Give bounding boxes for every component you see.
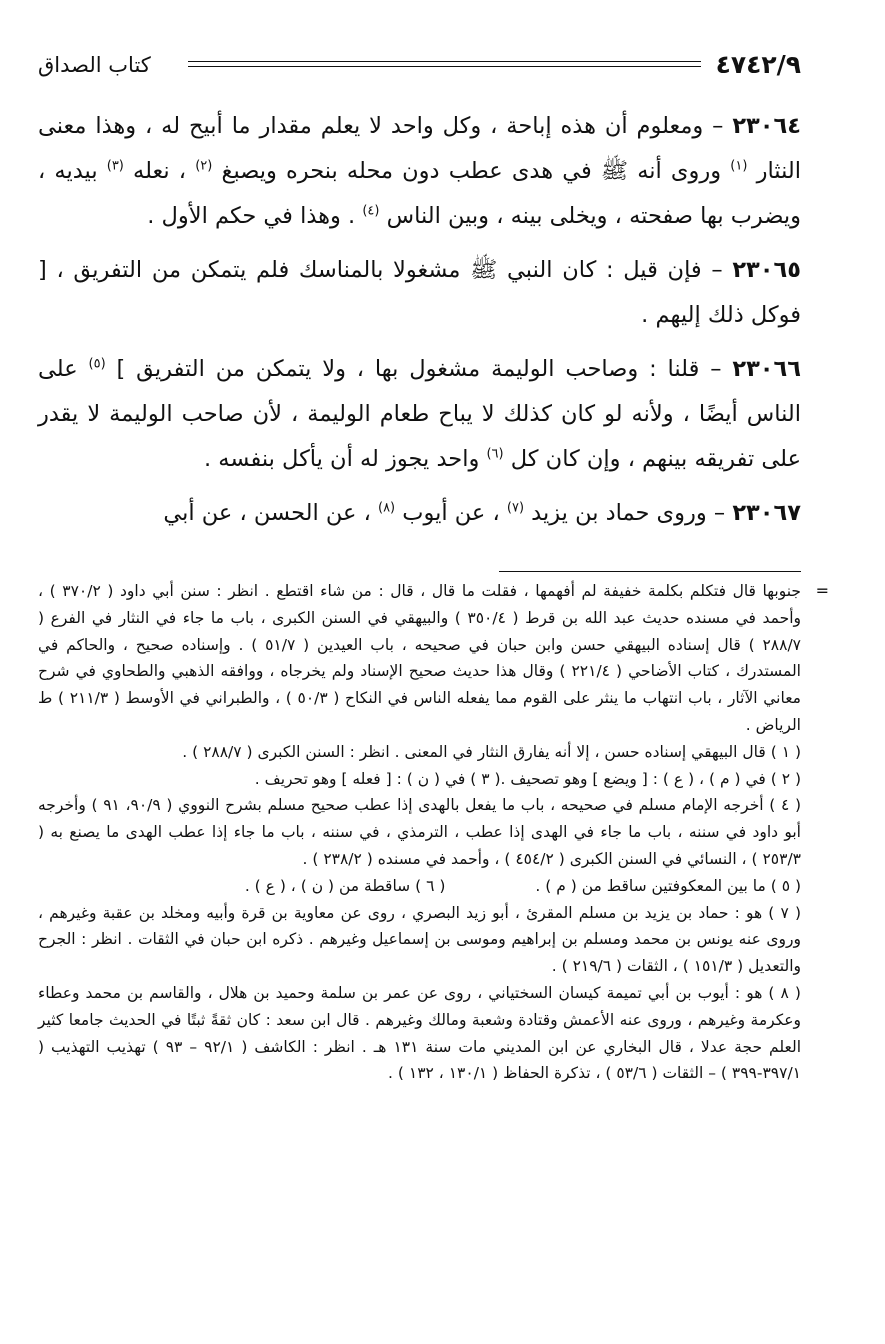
text-run: ، عن أيوب: [395, 500, 507, 526]
page-number: ٤٧٤٢/٩: [715, 50, 801, 79]
footnote-ref: (٦): [486, 446, 504, 462]
footnote-separator: [499, 571, 801, 572]
footnote-ref: (٤): [362, 203, 380, 219]
footnote-ref: (٨): [377, 500, 396, 516]
footnote-ref: (٥): [88, 356, 106, 372]
footnote-ref: (٣): [106, 158, 124, 174]
footnote-row-5-6: [38, 873, 801, 900]
paragraph-23065: [38, 248, 801, 338]
footnote-8: ( ٨ ) هو : أيوب بن أبي تميمة كيسان السختياني ، روى عن عمر بن سلمة وحميد بن هلال ، والقاسم بن محمد وعطاء وعكرمة وغيرهم ، وروى عنه الأعمش وقتادة وشعبة ومالك وغيرهم . قال ابن سعد : كان ثقةً ثبتًا في الحديث جامعا كثير العلم حجة عدلا ، قال البخاري عن ابن المديني مات سنة ١٣١ هـ . انظر : الكاشف ( ٩٢/١ – ٩٣ ) تهذيب التهذيب ( ٣٩٧/١-٣٩٩ ) – الثقات ( ٥٣/٦ ) ، تذكرة الحفاظ ( ١٣٠/١ ، ١٣٢ ) .: [38, 983, 801, 1083]
text-run: . وهذا في حكم الأول .: [147, 203, 363, 229]
footnote-ref: (١): [730, 158, 748, 174]
footnote-ref: (٧): [506, 500, 525, 516]
issue-number: ٢٣٠٦٤: [732, 113, 801, 139]
paragraph-23064: [38, 104, 801, 239]
book-title: كتاب الصداق: [38, 53, 151, 77]
text-run: وروى أنه ﷺ في هدى عطب دون محله بنحره ويصبغ: [212, 158, 731, 184]
text-run: واحد يجوز له أن يأكل بنفسه .: [204, 446, 487, 472]
footnote-continuation: [38, 578, 829, 739]
issue-number: ٢٣٠٦٥: [732, 257, 801, 283]
issue-number: ٢٣٠٦٧: [732, 500, 801, 526]
issue-number: ٢٣٠٦٦: [732, 356, 802, 382]
text-run: – فإن قيل : كان النبي ﷺ مشغولا بالمناسك فلم يتمكن من التفريق ، [ فوكل ذلك إليهم .: [38, 257, 801, 328]
footnote-1: ( ١ ) قال البيهقي إسناده حسن ، إلا أنه يفارق النثار في المعنى . انظر : السنن الكبرى ( ٢٨٨/٧ ) .: [182, 742, 801, 761]
text-run: على الناس أيضًا ، ولأنه لو كان كذلك لا يباح طعام الوليمة ، لأن صاحب الوليمة لا يقدر على تفريقه بينهم ، وإن كان كل: [38, 356, 801, 472]
text-run: – ومعلوم أن هذه إباحة ، وكل واحد لا يعلم مقدار ما أبيح له ، وهذا معنى النثار: [38, 113, 801, 184]
footnote-5: ( ٥ ) ما بين المعكوفتين ساقط من ( م ) .: [535, 876, 801, 895]
footnotes: [38, 578, 829, 1087]
text-run: – قلنا : وصاحب الوليمة مشغول بها ، ولا يتمكن من التفريق ]: [105, 356, 733, 382]
text-run: بيديه ، ويضرب بها صفحته ، ويخلى بينه ، وبين الناس: [38, 158, 801, 229]
footnote-text: جنوبها قال فتكلم بكلمة خفيفة لم أفهمها ، فقلت ما قال ، قال : من شاء اقتطع . انظر : سنن أبي داود ( ٣٧٠/٢ ) ، وأحمد في مسنده حديث عبد الله بن قرط ( ٣٥٠/٤ ) والبيهقي في السنن الكبرى ، باب ما جاء في النثار في الفرع ( ٢٨٨/٧ ) قال إسناده البيهقي حسن وابن حبان في صحيحه ، باب العيدين ( ٥١/٧ ) . وإسناده صحيح ، والحاكم في المستدرك ، كتاب الأضاحي ( ٢٢١/٤ ) وقال هذا حديث صحيح الإسناد ولم يخرجاه ، ووافقه الذهبي والطحاوي في شرح معاني الآثار ، باب انتهاب ما ينثر على القوم مما يفعله الناس في النكاح ( ٥٠/٣ ) ، والطبراني في الأوسط ( ٢١١/٣ ) ط الرياض .: [38, 582, 802, 734]
header-rule: [188, 61, 701, 67]
continuation-mark: =: [815, 581, 829, 600]
footnote-2-3: ( ٢ ) في ( م ) ، ( ع ) : [ ويضع ] وهو تصحيف .( ٣ ) في ( ن ) : [ فعله ] وهو تحريف .: [254, 769, 801, 788]
main-text: [38, 104, 801, 545]
paragraph-23066: [38, 347, 801, 482]
footnote-6: ( ٦ ) ساقطة من ( ن ) ، ( ع ) .: [244, 876, 446, 895]
text-run: – وروى حماد بن يزيد: [524, 500, 733, 526]
footnote-ref: (٢): [195, 158, 213, 174]
text-run: ، نعله: [123, 158, 196, 184]
footnote-4: ( ٤ ) أخرجه الإمام مسلم في صحيحه ، باب ما يفعل بالهدى إذا عطب صحيح مسلم بشرح النووي ( ٩٠/٩، ٩١ ) وأخرجه أبو داود في سننه ، باب ما جاء في الهدى إذا عطب ، الترمذي ، في سننه ، باب ما جاء إذا عطب الهدى ما يصنع به ( ٢٥٣/٣ ) ، النسائي في السنن الكبرى ( ٤٥٤/٢ ) ، وأحمد في مسنده ( ٢٣٨/٢ ) .: [38, 796, 801, 868]
paragraph-23067: [38, 491, 801, 536]
running-header: [38, 50, 801, 84]
text-run: ، عن الحسن ، عن أبي: [163, 500, 378, 526]
footnote-7: ( ٧ ) هو : حماد بن يزيد بن مسلم المقرئ ، أبو زيد البصري ، روى عن معاوية بن قرة وأبيه ومخلد بن عقبة وغيرهم ، وروى عنه يونس بن محمد ومسلم بن إبراهيم وموسى بن إسماعيل وغيرهم . ذكره ابن حبان في الثقات . انظر : الجرح والتعديل ( ١٥١/٣ ) ، الثقات ( ٢١٩/٦ ) .: [38, 903, 801, 976]
